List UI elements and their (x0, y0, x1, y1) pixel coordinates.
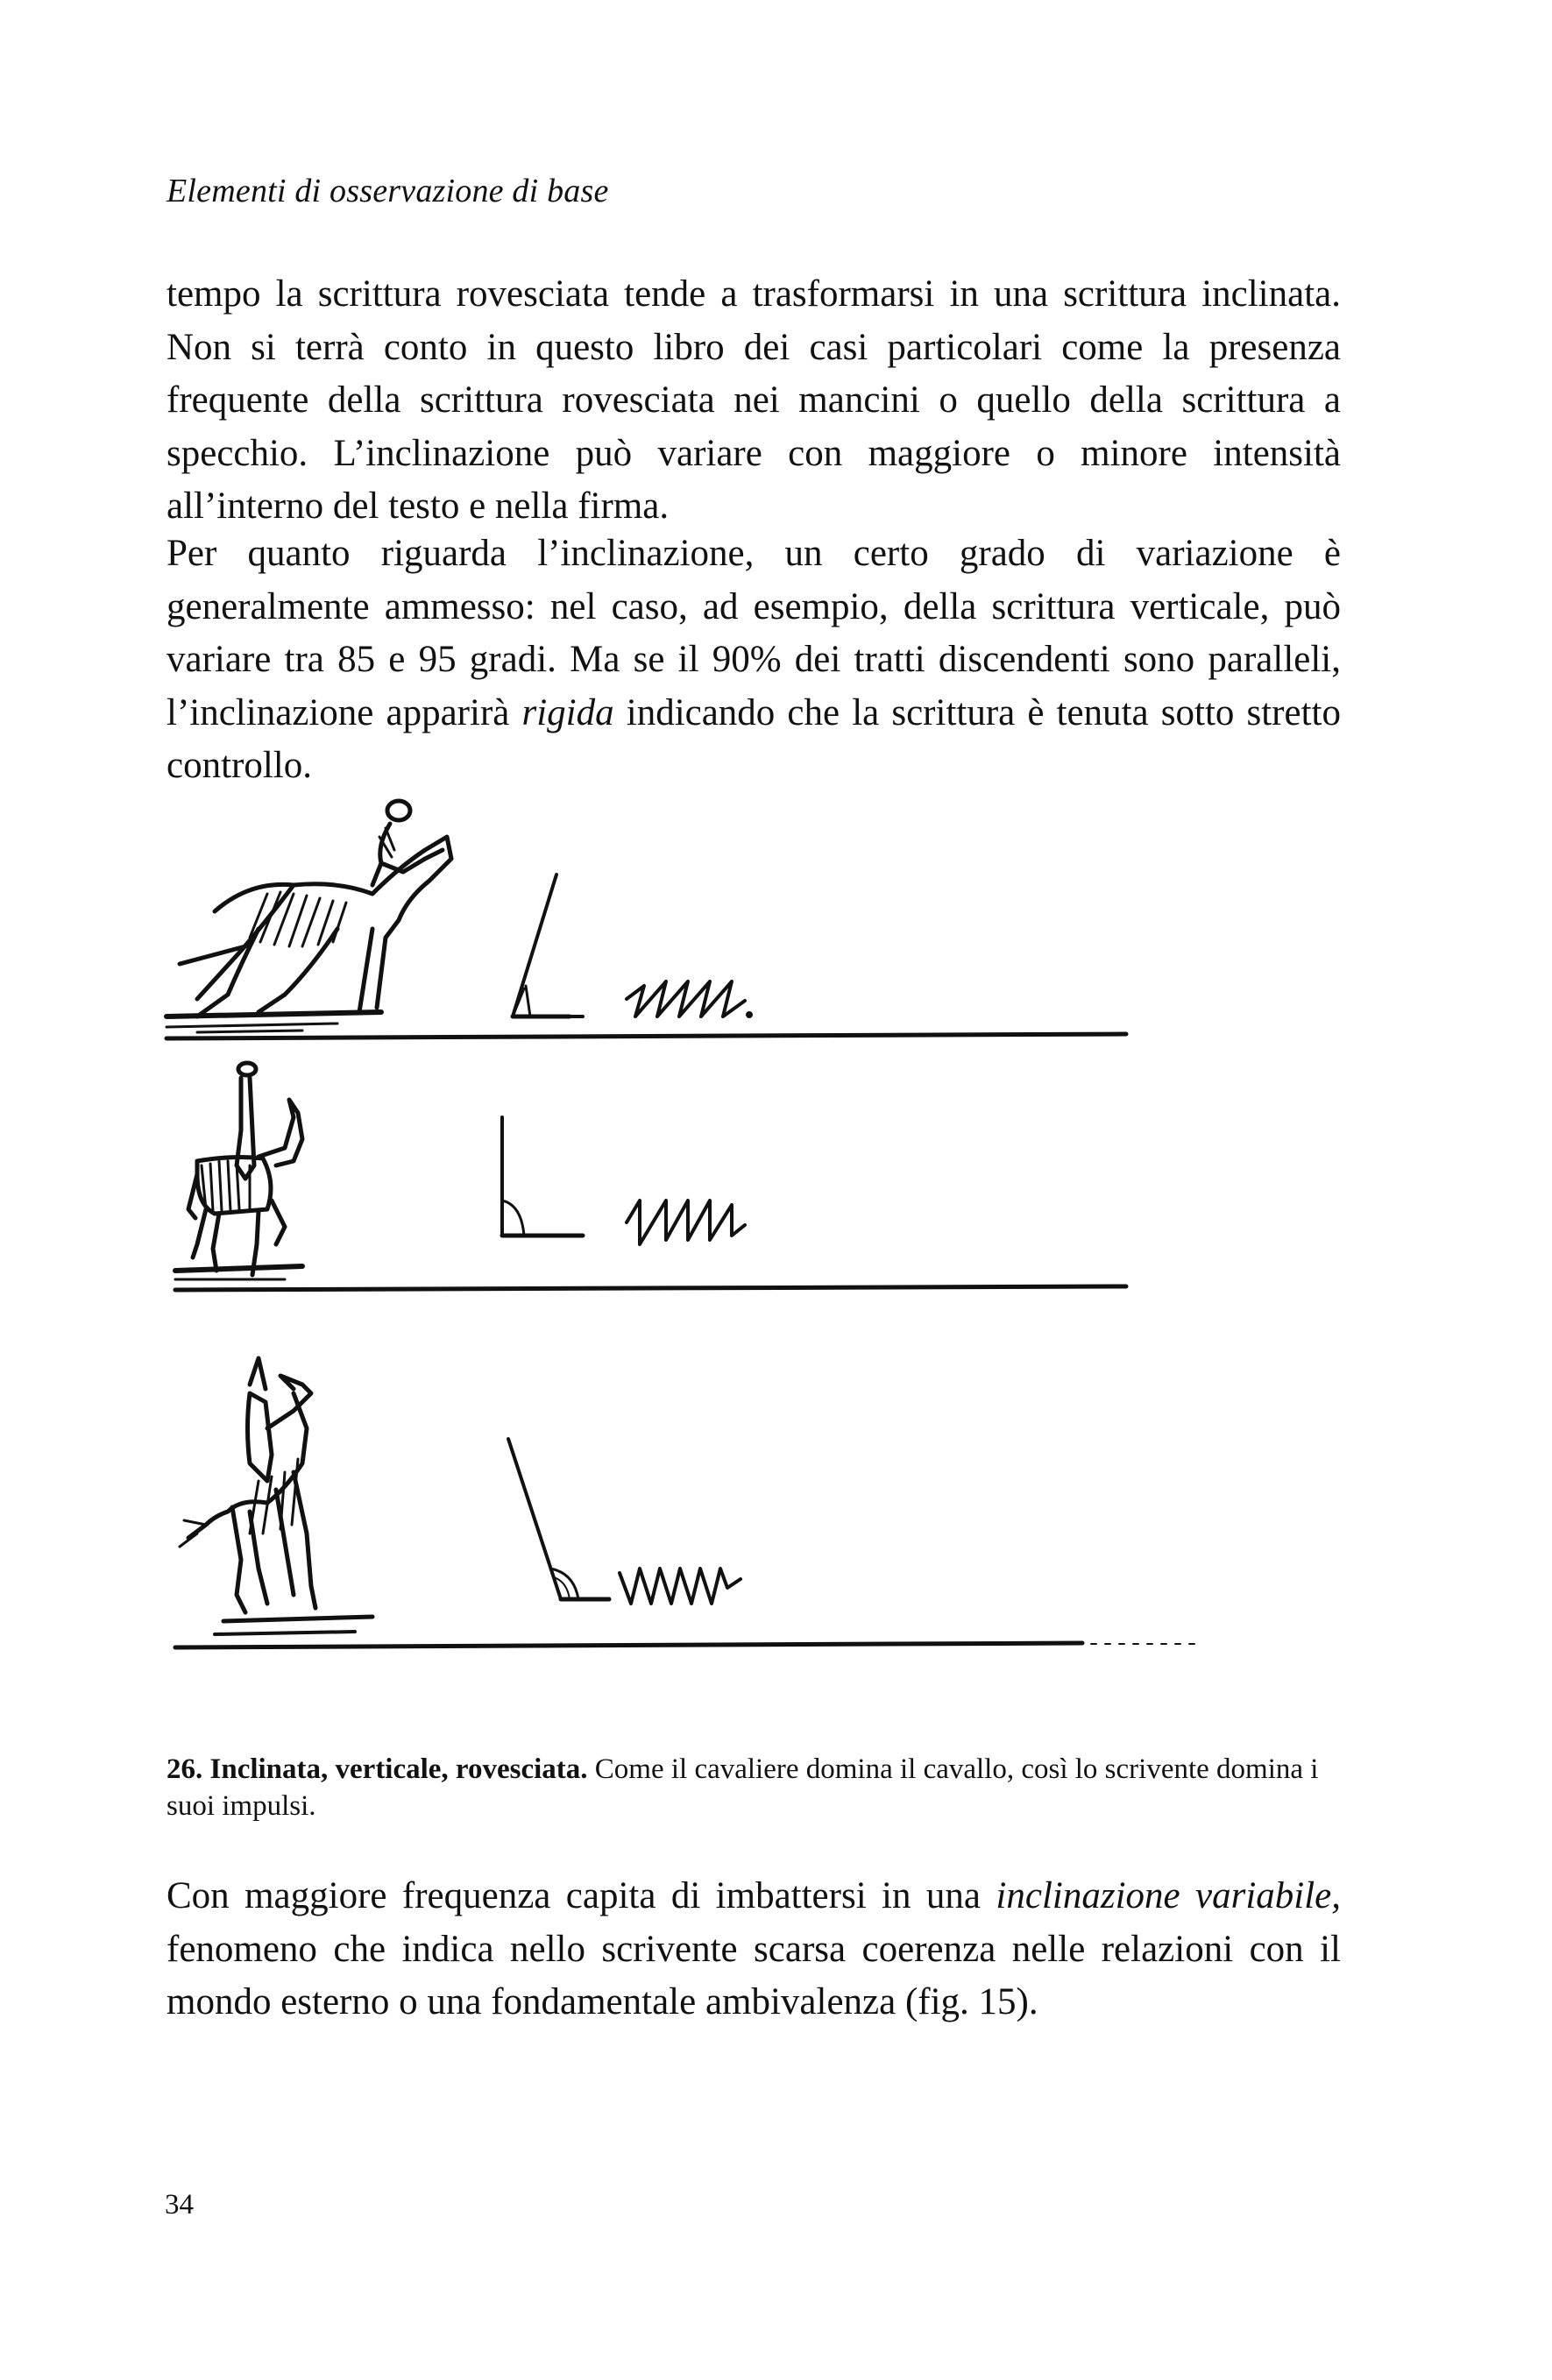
row-inclinata (167, 801, 1126, 1038)
angle-forward-slant-icon (513, 875, 583, 1016)
paragraph-3-text: Con maggiore frequenza capita di imbattersi in una (167, 1875, 996, 1916)
writing-sample-left-slant-icon (620, 1569, 741, 1604)
angle-right-angle-icon (502, 1117, 583, 1236)
galloping-horse-rider-icon (180, 801, 451, 1016)
standing-horse-rider-icon (188, 1063, 302, 1275)
ground-line-2 (175, 1266, 1126, 1290)
paragraph-2-text-end: indicando che la scrittura è tenuta sotto stretto controllo. (167, 691, 1341, 786)
page-number: 34 (165, 2189, 194, 2221)
paragraph-2-text: Per quanto riguarda l’inclinazione, un certo grado di variazione è generalmente ammesso: nel caso, ad esempio, della scrittura verticale, può variare tra 85 e 95 gradi. Ma se il 90% dei tratti discendenti sono paralleli, l’inclinazione apparirà (167, 533, 1341, 733)
caption-text: Come il cavaliere domina il cavallo, così lo scrivente domina i suoi impulsi. (167, 1753, 1319, 1822)
writing-sample-right-slant-icon (627, 981, 751, 1016)
paragraph-2 (167, 528, 1341, 793)
row-rovesciata (175, 1358, 1201, 1647)
row-verticale (175, 1063, 1126, 1290)
emphasis-inclinazione-variabile: inclinazione variabile, (996, 1875, 1342, 1916)
paragraph-1: tempo la scrittura rovesciata tende a trasformarsi in una scrittura inclinata. Non si terrà conto in questo libro dei casi particolari come la presenza frequente della scrittura rovesciata nei mancini o quello della scrittura a specchio. L’inclinazione può variare con maggiore o minore intensità all’interno del testo e nella firma. (167, 273, 1341, 527)
ground-line-3 (175, 1617, 1201, 1647)
caption-number: 26. (167, 1753, 203, 1785)
emphasis-rigida: rigida (521, 691, 614, 733)
caption-title: Inclinata, verticale, rovesciata. (209, 1753, 588, 1785)
rearing-horse-rider-icon (180, 1358, 315, 1612)
figure-26-illustration (162, 797, 1214, 1753)
running-head: Elementi di osservazione di base (167, 173, 609, 209)
figure-svg (162, 797, 1214, 1753)
figure-caption (167, 1751, 1323, 1824)
writing-sample-vertical-icon (627, 1201, 745, 1244)
paragraph-3 (167, 1870, 1341, 2029)
angle-backward-slant-icon (508, 1439, 609, 1599)
paragraph-3-text-end: fenomeno che indica nello scrivente scarsa coerenza nelle relazioni con il mondo esterno o una fondamentale ambivalenza (fig. 15). (167, 1928, 1341, 2022)
ground-line-1 (167, 1012, 1126, 1038)
